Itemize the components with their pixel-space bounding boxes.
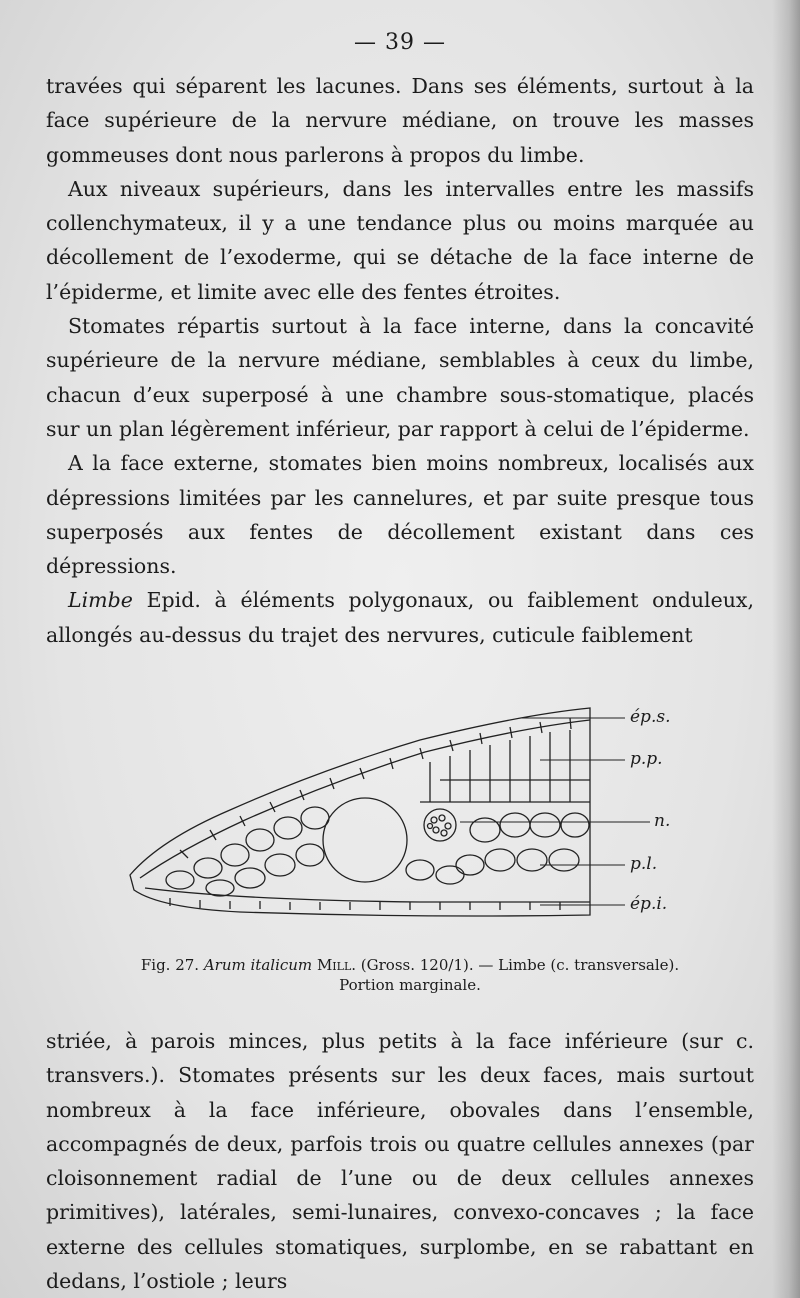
- label-epi: ép.i.: [630, 894, 668, 914]
- caption-fig-number: Fig. 27.: [140, 956, 204, 974]
- limbe-label: Limbe: [68, 588, 133, 613]
- label-n: n.: [654, 811, 671, 831]
- page-number: — 39 —: [354, 30, 446, 55]
- figure-caption: [60, 955, 760, 995]
- label-leader-lines: [460, 718, 650, 905]
- text-block-bottom: [46, 1024, 754, 1298]
- figure-27-drawing: [120, 690, 700, 930]
- caption-details: (Gross. 120/1). — Limbe (c. transversale).: [356, 956, 680, 974]
- caption-line-1: [60, 955, 760, 975]
- spongy-cells: [166, 807, 589, 896]
- page-spine-shadow: [772, 0, 800, 1298]
- paragraph-5-text: Epid. à éléments polygonaux, ou faiblement onduleux, allongés au-dessus du trajet des nervures, cuticule faiblement: [46, 588, 754, 647]
- leaf-cross-section-illustration: [120, 690, 700, 930]
- large-cell: [323, 798, 407, 882]
- paragraph-5: [46, 583, 754, 652]
- vein-bundle: [424, 809, 456, 841]
- leaf-outline: [130, 708, 590, 916]
- paragraph-2: Aux niveaux supérieurs, dans les intervalles entre les massifs collenchymateux, il y a une tendance plus ou moins marquée au décollement de l’exoderme, qui se détache de la face interne de l’épiderme, et limite avec elle des fentes étroites.: [46, 176, 754, 304]
- caption-line-2: Portion marginale.: [339, 976, 481, 994]
- text-block-top: [46, 69, 754, 652]
- paragraph-4: A la face externe, stomates bien moins nombreux, localisés aux dépressions limitées par les cannelures, et par suite presque tous superposés aux fentes de décollement existant dans ces dépressions.: [46, 451, 754, 579]
- paragraph-continuation: striée, à parois minces, plus petits à la face inférieure (sur c. transvers.). Stomates présents sur les deux faces, mais surtout nombreux à la face inférieure, obovales dans l’ensemble, accompagnés de deux, parfois trois ou quatre cellules annexes (par cloisonnement radial de l’une ou de deux cellules annexes primitives), latérales, semi-lunaires, convexo-concaves ; la face externe des cellules stomatiques, surplombe, en se rabattant en dedans, l’ostiole ; leurs: [46, 1029, 754, 1294]
- label-pl: p.l.: [630, 854, 658, 874]
- label-pp: p.p.: [630, 749, 663, 769]
- lower-epidermis-cells: [170, 898, 560, 910]
- paragraph-3: Stomates répartis surtout à la face interne, dans la concavité supérieure de la nervure médiane, semblables à ceux du limbe, chacun d’eux superposé à une chambre sous-stomatique, placés sur un plan légèrement inférieur, par rapport à celui de l’épiderme.: [46, 314, 754, 441]
- caption-species: Arum italicum: [203, 956, 313, 974]
- palisade-cells: [420, 730, 590, 802]
- label-eps: ép.s.: [630, 707, 671, 727]
- caption-author: Mill.: [316, 956, 357, 974]
- paragraph-1: travées qui séparent les lacunes. Dans ses éléments, surtout à la face supérieure de la nervure médiane, on trouve les masses gommeuses dont nous parlerons à propos du limbe.: [46, 74, 754, 167]
